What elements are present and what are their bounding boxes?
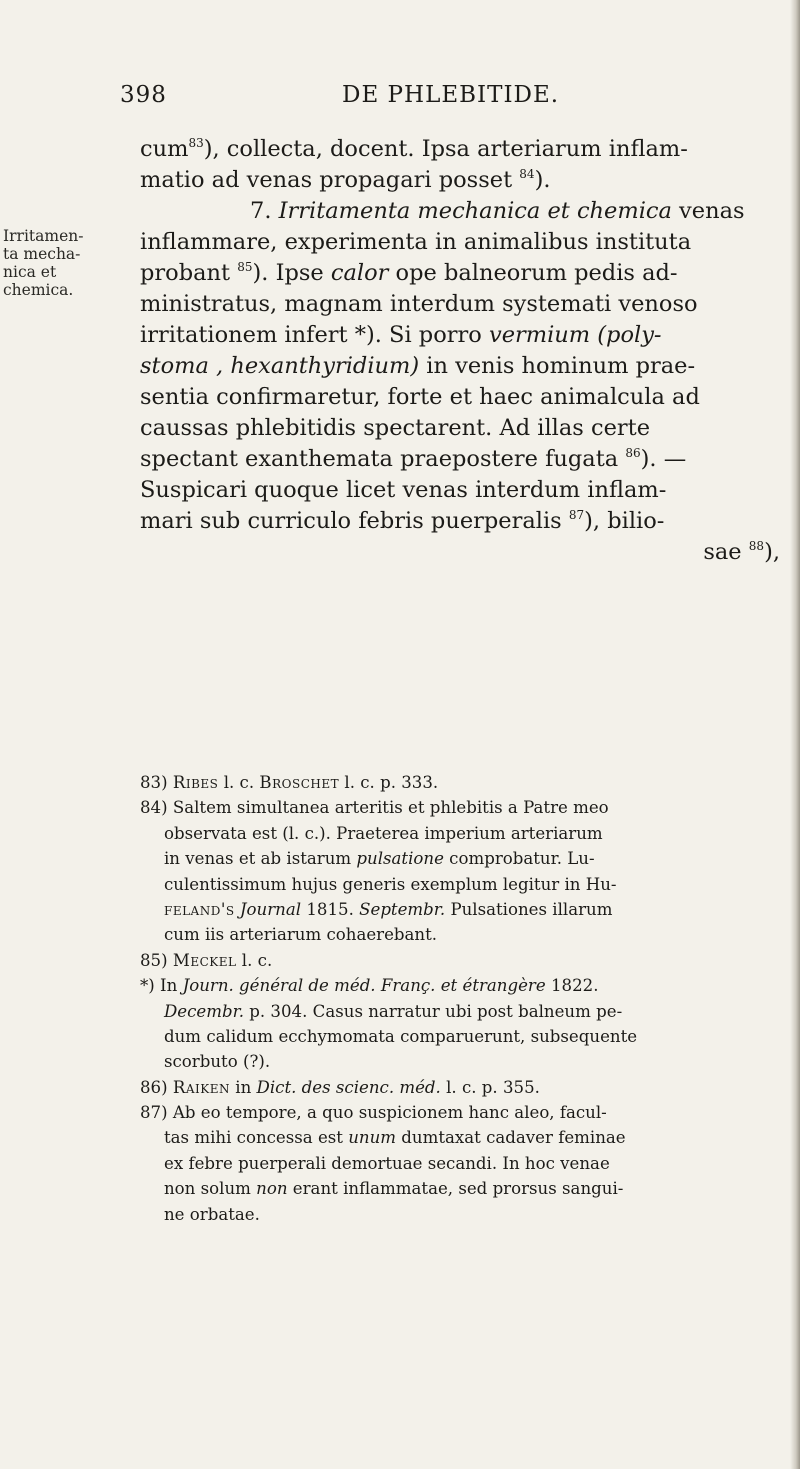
text-line: Suspicari quoque licet venas interdum inflam- — [140, 477, 667, 503]
footnote-line: in venas et ab istarum pulsatione comprobatur. Lu- — [164, 849, 595, 869]
footnote-87: 87) Ab eo tempore, a quo suspicionem hanc aleo, facul- — [140, 1103, 607, 1123]
footnote-star: *) In Journ. général de méd. Franç. et étrangère 1822. — [140, 976, 599, 996]
footnote-ref: 86 — [625, 446, 641, 460]
footnote-ref: 83 — [188, 136, 204, 150]
text-line: irritationem infert *). Si porro vermium (poly- — [140, 322, 662, 348]
margin-note-line: Irritamen- — [3, 227, 84, 245]
footnote-line: scorbuto (?). — [164, 1052, 271, 1072]
text-line: matio ad venas propagari posset $^{84}$). — [140, 167, 551, 193]
text-line: cum$^{83}$), collecta, docent. Ipsa arteriarum inflam- — [140, 136, 688, 162]
page-edge-shadow — [790, 0, 800, 1469]
text-line: mari sub curriculo febris puerperalis $^{87}$), bilio- — [140, 508, 665, 534]
text-line: 7. Irritamenta mechanica et chemica venas — [250, 198, 745, 224]
text-line: caussas phlebitidis spectarent. Ad illas certe — [140, 415, 651, 441]
footnote-ref: 84 — [519, 167, 535, 181]
body-text — [140, 134, 780, 568]
margin-note — [3, 227, 113, 299]
text-line: probant $^{85}$). Ipse calor ope balneorum pedis ad- — [140, 260, 678, 286]
footnote-line: Decembr. p. 304. Casus narratur ubi post balneum pe- — [164, 1001, 623, 1021]
footnote-85: 85) Meckel l. c. — [140, 950, 273, 970]
margin-note-line: nica et — [3, 263, 57, 281]
page-header — [0, 82, 800, 122]
footnote-84: 84) Saltem simultanea arteritis et phlebitis a Patre meo — [140, 798, 609, 818]
footnote-line: non solum non erant inflammatae, sed prorsus sangui- — [164, 1179, 624, 1199]
text-line: sentia confirmaretur, forte et haec animalcula ad — [140, 384, 700, 410]
footnote-ref: 85 — [237, 260, 253, 274]
margin-note-line: chemica. — [3, 281, 74, 299]
margin-note-line: ta mecha- — [3, 245, 81, 263]
footnote-83: 83) Ribes l. c. Broschet l. c. p. 333. — [140, 773, 439, 792]
footnote-line: feland's Journal 1815. Septembr. Pulsationes illarum — [164, 899, 613, 919]
text-line: stoma , hexanthyridium) in venis hominum prae- — [140, 353, 696, 379]
text-line: spectant exanthemata praepostere fugata $^{86}$). — — [140, 446, 687, 472]
footnotes — [140, 770, 780, 1227]
footnote-line: culentissimum hujus generis exemplum legitur in Hu- — [164, 874, 617, 894]
footnote-line: observata est (l. c.). Praeterea imperium arteriarum — [164, 823, 603, 843]
footnote-ref: 87 — [568, 508, 585, 522]
page-number: 398 — [120, 82, 167, 108]
footnote-line: ne orbatae. — [164, 1204, 260, 1224]
footnote-86: 86) Raiken in Dict. des scienc. méd. l. c. p. 355. — [140, 1077, 540, 1097]
running-title: DE PHLEBITIDE. — [342, 82, 560, 108]
text-line: inflammare, experimenta in animalibus instituta — [140, 229, 692, 255]
footnote-line: tas mihi concessa est unum dumtaxat cadaver feminae — [164, 1128, 626, 1148]
footnote-line: dum calidum ecchymomata comparuerunt, subsequente — [164, 1026, 638, 1046]
footnote-ref: 88 — [748, 539, 765, 553]
text-line: sae $^{88}$), — [703, 539, 780, 565]
footnote-line: cum iis arteriarum cohaerebant. — [164, 925, 438, 945]
text-line: ministratus, magnam interdum systemati venoso — [140, 291, 698, 317]
footnote-line: ex febre puerperali demortuae secandi. In hoc venae — [164, 1153, 610, 1173]
